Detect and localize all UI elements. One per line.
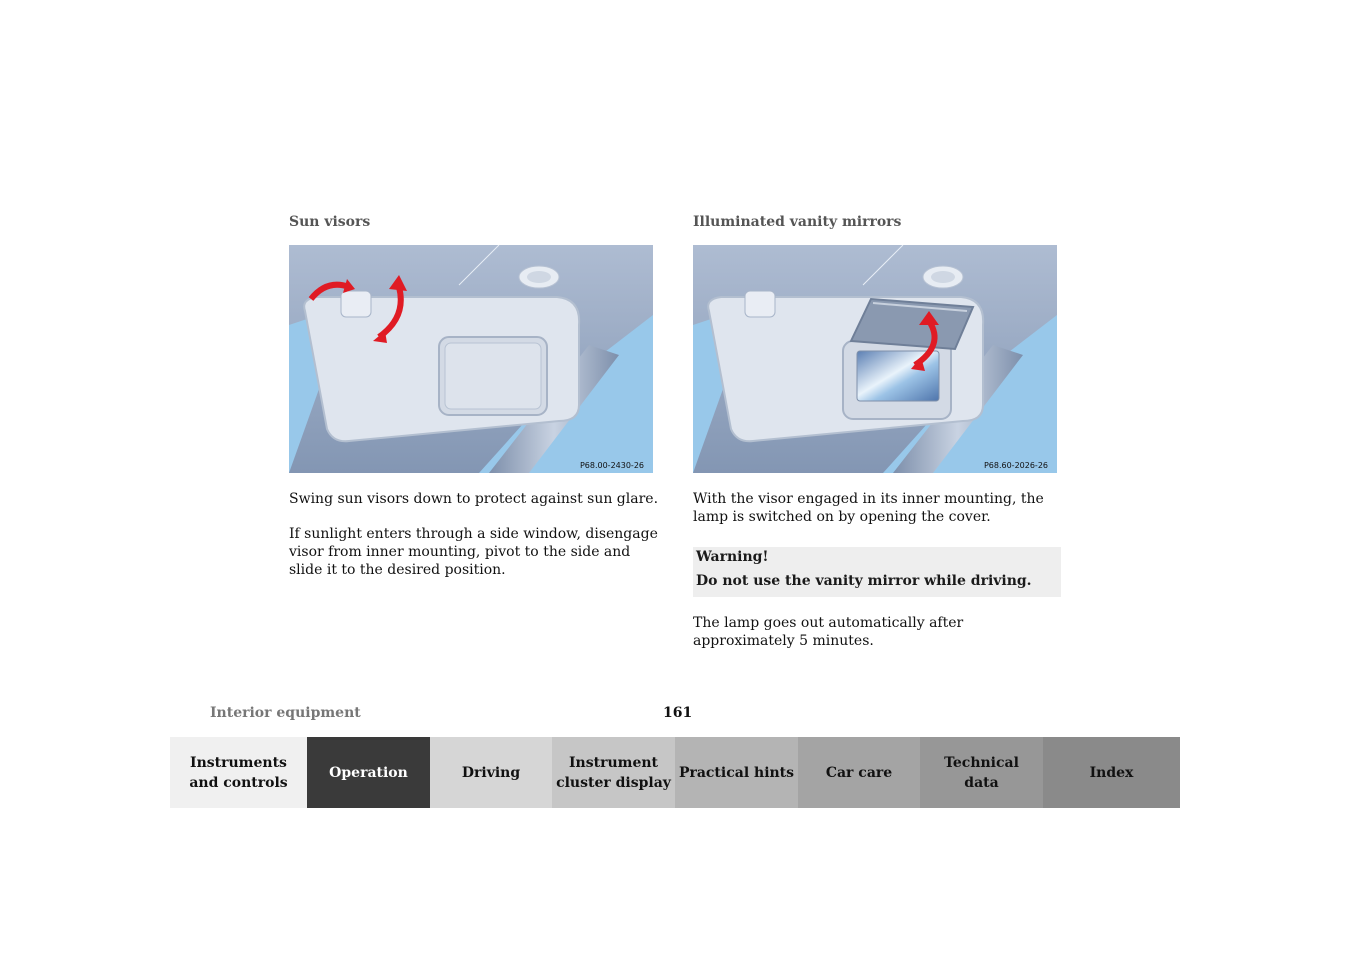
tab-practical-hints[interactable] xyxy=(675,737,798,808)
warning-text: Do not use the vanity mirror while driving. xyxy=(696,573,1032,589)
figure-code: P68.60-2026-26 xyxy=(983,461,1048,470)
sun-visor-drawing xyxy=(289,245,653,473)
tab-label: Index xyxy=(1089,764,1134,781)
section-title: Interior equipment xyxy=(210,705,361,721)
tab-instruments-and-controls[interactable] xyxy=(170,737,307,808)
tab-label: Instruments and controls xyxy=(189,754,288,791)
tab-car-care[interactable] xyxy=(798,737,920,808)
chapter-tabs xyxy=(170,737,1180,808)
warning-box xyxy=(693,547,1061,597)
vanity-mirrors-heading: Illuminated vanity mirrors xyxy=(693,214,902,230)
tab-label: Car care xyxy=(825,764,893,781)
page-number: 161 xyxy=(663,705,693,721)
tab-technical-data[interactable] xyxy=(920,737,1043,808)
tab-index[interactable] xyxy=(1043,737,1180,808)
tab-label: Operation xyxy=(329,764,408,781)
sun-visor-illustration xyxy=(289,245,653,473)
tab-driving[interactable] xyxy=(430,737,552,808)
tab-label: Technical data xyxy=(944,754,1019,791)
tab-label: Instrument cluster display xyxy=(556,754,671,791)
paragraph-side-window: If sunlight enters through a side window, disengage visor from inner mounting, pivot to the side and slide it to the desired position. xyxy=(289,526,658,578)
figure-code: P68.00-2430-26 xyxy=(579,461,644,470)
vanity-mirror-illustration xyxy=(693,245,1057,473)
tab-label: Practical hints xyxy=(678,764,795,781)
tab-label: Driving xyxy=(461,764,521,781)
tab-operation[interactable] xyxy=(307,737,430,808)
paragraph-lamp-on: With the visor engaged in its inner mounting, the lamp is switched on by opening the cover. xyxy=(693,491,1044,525)
warning-title: Warning! xyxy=(696,549,769,565)
sun-visors-heading: Sun visors xyxy=(289,214,371,230)
vanity-mirror-drawing xyxy=(693,245,1057,473)
tab-instrument-cluster-display[interactable] xyxy=(552,737,675,808)
paragraph-sun-glare: Swing sun visors down to protect against sun glare. xyxy=(289,491,659,507)
paragraph-lamp-off: The lamp goes out automatically after approximately 5 minutes. xyxy=(693,615,964,649)
